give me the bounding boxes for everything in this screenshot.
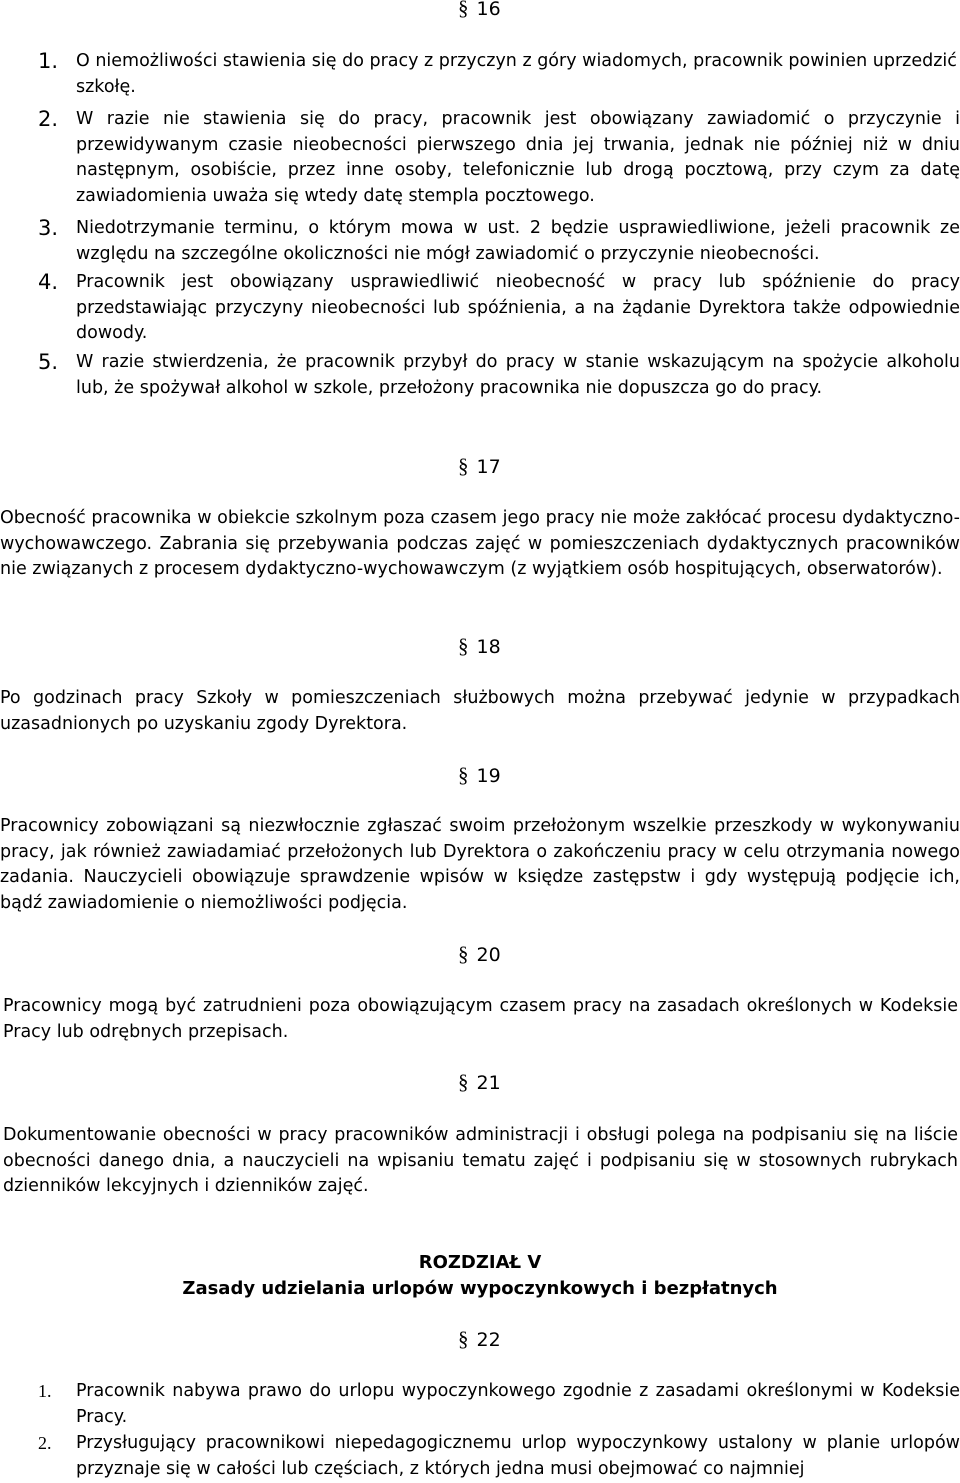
- list-item-text: Pracownik jest obowiązany usprawiedliwić nieobecność w pracy lub spóźnienie do pracy przedstawiając przyczyny nieobecności lub spóźnienia, a na żądanie Dyrektora także odpowiednie dowody.: [76, 272, 960, 344]
- section-number: 22: [476, 1329, 501, 1351]
- list-item-text: O niemożliwości stawienia się do pracy z przyczyn z góry wiadomych, pracownik powinien uprzedzić szkołę.: [76, 51, 957, 97]
- list-item: [38, 1431, 960, 1482]
- list-item-number: 2.: [38, 107, 59, 131]
- section-symbol: §: [458, 634, 469, 658]
- list-item-number: 2.: [38, 1433, 52, 1453]
- section-heading-19: [458, 763, 501, 789]
- list-item: [38, 49, 960, 100]
- section-symbol: §: [458, 0, 469, 20]
- list-item-number: 1.: [38, 49, 59, 73]
- list-item: [38, 216, 960, 267]
- list-item-number: 1.: [38, 1381, 52, 1401]
- section-number: 20: [476, 944, 501, 966]
- list-item-text: Niedotrzymanie terminu, o którym mowa w ust. 2 będzie usprawiedliwione, jeżeli pracownik ze względu na szczególne okoliczności nie mógł zawiadomić o przyczynie nieobecności.: [76, 218, 960, 264]
- list-item: [38, 1379, 960, 1430]
- list-item-text: Pracownik nabywa prawo do urlopu wypoczynkowego zgodnie z zasadami określonymi w Kodeksie Pracy.: [76, 1381, 960, 1427]
- section-heading-16: [458, 0, 501, 22]
- list-item-number: 5.: [38, 350, 59, 374]
- chapter-title: ROZDZIAŁ V: [418, 1252, 542, 1273]
- section-number: 17: [476, 456, 501, 478]
- paragraph-18: Po godzinach pracy Szkoły w pomieszczeniach służbowych można przebywać jedynie w przypadkach uzasadnionych po uzyskaniu zgody Dyrektora.: [0, 688, 960, 734]
- section-heading-20: [458, 942, 501, 968]
- section-heading-22: [458, 1327, 501, 1353]
- section-number: 19: [476, 765, 501, 787]
- list-item: [38, 350, 960, 401]
- section-number: 21: [476, 1072, 501, 1094]
- section-symbol: §: [458, 454, 469, 478]
- list-item-text: W razie stwierdzenia, że pracownik przybył do pracy w stanie wskazującym na spożycie alkoholu lub, że spożywał alkohol w szkole, przełożony pracownika nie dopuszcza go do pracy.: [76, 352, 960, 398]
- section-number: 18: [476, 636, 501, 658]
- section-number: 16: [476, 0, 501, 20]
- list-item-number: 4.: [38, 270, 59, 294]
- paragraph-17: Obecność pracownika w obiekcie szkolnym poza czasem jego pracy nie może zakłócać procesu dydaktyczno-wychowawczego. Zabrania się przebywania podczas zajęć w pomieszczeniach dydaktycznych pracowników nie związanych z procesem dydaktyczno-wychowawczym (z wyjątkiem osób hospitujących, obserwatorów).: [0, 508, 960, 580]
- section-symbol: §: [458, 1327, 469, 1351]
- section-symbol: §: [458, 942, 469, 966]
- list-item: [38, 107, 960, 210]
- paragraph-21: Dokumentowanie obecności w pracy pracowników administracji i obsługi polega na podpisaniu się na liście obecności danego dnia, a nauczycieli na wpisaniu tematu zajęć i podpisaniu się w stosownych rubrykach dzienników lekcyjnych i dzienników zajęć.: [3, 1125, 958, 1197]
- section-symbol: §: [458, 1070, 469, 1094]
- section-symbol: §: [458, 763, 469, 787]
- list-item-text: Przysługujący pracownikowi niepedagogicznemu urlop wypoczynkowy ustalony w planie urlopów przyznaje się w całości lub częściach, z których jedna musi obejmować co najmniej: [76, 1433, 960, 1479]
- section-heading-17: [458, 454, 501, 480]
- section-heading-18: [458, 634, 501, 660]
- section-heading-21: [458, 1070, 501, 1096]
- list-item: [38, 270, 960, 347]
- list-item-text: W razie nie stawienia się do pracy, pracownik jest obowiązany zawiadomić o przyczynie i przewidywanym czasie nieobecności pierwszego dnia jej trwania, jednak nie później niż w dniu następnym, osobiście, przez inne osoby, telefonicznie lub drogą pocztową, przy czym za datę zawiadomienia uważa się wtedy datę stempla pocztowego.: [76, 109, 960, 207]
- paragraph-19: Pracownicy zobowiązani są niezwłocznie zgłaszać swoim przełożonym wszelkie przeszkody w wykonywaniu pracy, jak również zawiadamiać przełożonych lub Dyrektora o zakończeniu pracy w celu otrzymania nowego zadania. Nauczycieli obowiązuje sprawdzenie wpisów w księdze zastępstw i gdy występują podjęcie ich, bądź zawiadomienie o niemożliwości podjęcia.: [0, 816, 960, 914]
- paragraph-20: Pracownicy mogą być zatrudnieni poza obowiązującym czasem pracy na zasadach określonych w Kodeksie Pracy lub odrębnych przepisach.: [3, 996, 958, 1042]
- list-item-number: 3.: [38, 216, 59, 240]
- chapter-subtitle: Zasady udzielania urlopów wypoczynkowych i bezpłatnych: [182, 1278, 778, 1299]
